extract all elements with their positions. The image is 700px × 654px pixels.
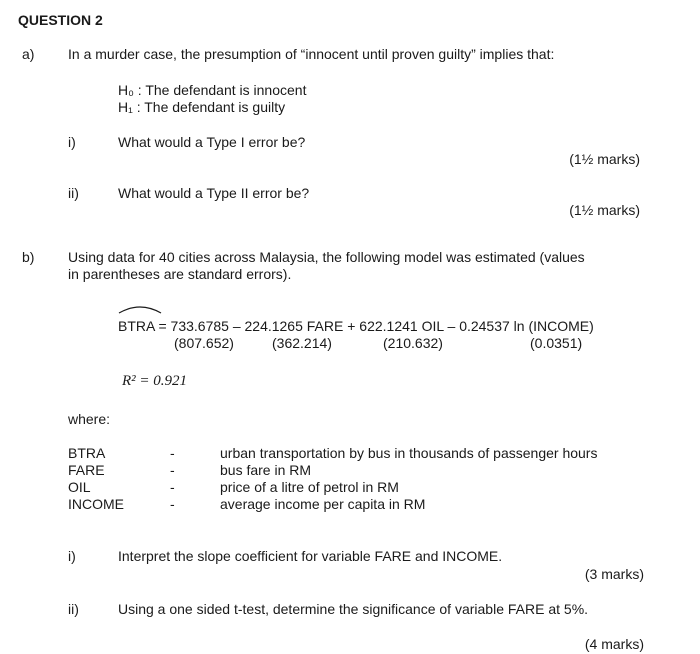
variable-name-btra: BTRA: [68, 445, 106, 461]
variable-dash-oil: -: [170, 479, 175, 495]
standard-error-income: (0.0351): [530, 335, 583, 351]
r-squared: R² = 0.921: [122, 373, 188, 389]
variable-desc-income: average income per capita in RM: [220, 496, 426, 512]
part-b-ii-label: ii): [68, 601, 79, 617]
part-a-intro: In a murder case, the presumption of “innocent until proven guilty” implies that:: [68, 46, 555, 62]
part-a-i-question: What would a Type I error be?: [118, 134, 306, 150]
variable-desc-btra: urban transportation by bus in thousands of passenger hours: [220, 445, 598, 461]
variable-desc-oil: price of a litre of petrol in RM: [220, 479, 399, 495]
variable-name-income: INCOME: [68, 496, 124, 512]
part-a-ii-question: What would a Type II error be?: [118, 185, 310, 201]
part-a-ii-label: ii): [68, 185, 79, 201]
part-b-intro-line1: Using data for 40 cities across Malaysia, the following model was estimated (values: [68, 249, 585, 265]
where-label: where:: [68, 411, 111, 427]
part-a-i-marks: (1½ marks): [569, 151, 640, 167]
part-b-i-marks: (3 marks): [584, 566, 644, 582]
variable-name-oil: OIL: [68, 479, 91, 495]
variable-dash-btra: -: [170, 445, 175, 461]
variable-dash-fare: -: [170, 462, 175, 478]
variable-desc-fare: bus fare in RM: [220, 462, 312, 478]
variable-name-fare: FARE: [68, 462, 105, 478]
part-a-label: a): [22, 46, 35, 62]
part-b-ii-question: Using a one sided t-test, determine the significance of variable FARE at 5%.: [118, 601, 589, 617]
part-b-i-question: Interpret the slope coefficient for variable FARE and INCOME.: [118, 548, 503, 564]
question-title: QUESTION 2: [18, 12, 103, 28]
part-b-i-label: i): [68, 548, 76, 564]
variable-dash-income: -: [170, 496, 175, 512]
part-b-intro-line2: in parentheses are standard errors).: [68, 266, 292, 282]
hat-symbol: [118, 304, 162, 314]
alternative-hypothesis: H₁ : The defendant is guilty: [118, 99, 286, 115]
standard-error-fare: (362.214): [272, 335, 332, 351]
standard-error-intercept: (807.652): [174, 335, 234, 351]
regression-equation: [118, 318, 594, 335]
equation-rhs: = 733.6785 – 224.1265 FARE + 622.1241 OIL – 0.24537 ln (INCOME): [154, 318, 594, 334]
standard-error-oil: (210.632): [383, 335, 443, 351]
part-a-i-label: i): [68, 134, 76, 150]
part-a-ii-marks: (1½ marks): [569, 202, 640, 218]
null-hypothesis: H₀ : The defendant is innocent: [118, 82, 307, 98]
part-b-ii-marks: (4 marks): [584, 636, 644, 652]
equation-lhs: BTRA: [118, 318, 155, 334]
part-b-label: b): [22, 249, 35, 265]
